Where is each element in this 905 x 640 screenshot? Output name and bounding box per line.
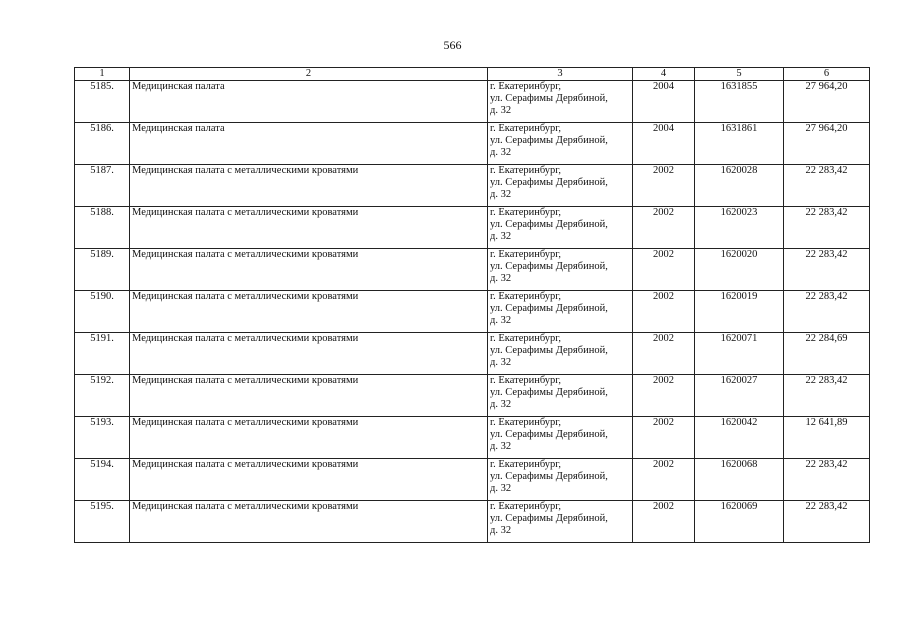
- table-row: [75, 81, 870, 123]
- item-year: 2002: [633, 501, 695, 543]
- item-cost: 22 283,42: [784, 375, 870, 417]
- item-name: Медицинская палата с металлическими кроватями: [130, 333, 488, 375]
- address-city: г. Екатеринбург,: [490, 207, 562, 218]
- address-building: д. 32: [490, 105, 512, 117]
- row-number: 5192.: [75, 375, 130, 417]
- item-name: Медицинская палата с металлическими кроватями: [130, 291, 488, 333]
- item-name: Медицинская палата с металлическими кроватями: [130, 207, 488, 249]
- item-cost: 22 283,42: [784, 249, 870, 291]
- address-street: ул. Серафимы Дерябиной,: [490, 93, 608, 105]
- item-address: [488, 333, 633, 375]
- table-body: [75, 81, 870, 543]
- item-year: 2002: [633, 417, 695, 459]
- item-year: 2002: [633, 459, 695, 501]
- property-registry-table: [74, 67, 870, 543]
- item-year: 2002: [633, 249, 695, 291]
- item-year: 2004: [633, 123, 695, 165]
- address-street: ул. Серафимы Дерябиной,: [490, 387, 608, 399]
- address-building: д. 32: [490, 315, 512, 327]
- table-row: [75, 165, 870, 207]
- address-city: г. Екатеринбург,: [490, 501, 562, 512]
- row-number: 5194.: [75, 459, 130, 501]
- inventory-number: 1620071: [695, 333, 784, 375]
- inventory-number: 1620068: [695, 459, 784, 501]
- address-city: г. Екатеринбург,: [490, 417, 562, 428]
- address-city: г. Екатеринбург,: [490, 459, 562, 470]
- column-header-1: 1: [75, 68, 130, 81]
- item-name: Медицинская палата с металлическими кроватями: [130, 459, 488, 501]
- address-street: ул. Серафимы Дерябиной,: [490, 345, 608, 357]
- inventory-number: 1631855: [695, 81, 784, 123]
- address-city: г. Екатеринбург,: [490, 249, 562, 260]
- item-name: Медицинская палата с металлическими кроватями: [130, 249, 488, 291]
- address-city: г. Екатеринбург,: [490, 333, 562, 344]
- item-year: 2002: [633, 207, 695, 249]
- inventory-number: 1620019: [695, 291, 784, 333]
- item-cost: 22 284,69: [784, 333, 870, 375]
- inventory-number: 1620028: [695, 165, 784, 207]
- item-name: Медицинская палата с металлическими кроватями: [130, 165, 488, 207]
- column-header-3: 3: [488, 68, 633, 81]
- address-city: г. Екатеринбург,: [490, 165, 562, 176]
- address-building: д. 32: [490, 189, 512, 201]
- address-building: д. 32: [490, 231, 512, 243]
- address-street: ул. Серафимы Дерябиной,: [490, 177, 608, 189]
- inventory-number: 1620042: [695, 417, 784, 459]
- item-cost: 22 283,42: [784, 207, 870, 249]
- item-cost: 22 283,42: [784, 501, 870, 543]
- item-cost: 22 283,42: [784, 165, 870, 207]
- item-address: [488, 375, 633, 417]
- row-number: 5186.: [75, 123, 130, 165]
- item-cost: 27 964,20: [784, 81, 870, 123]
- item-address: [488, 123, 633, 165]
- row-number: 5190.: [75, 291, 130, 333]
- item-year: 2002: [633, 165, 695, 207]
- table-row: [75, 459, 870, 501]
- column-header-6: 6: [784, 68, 870, 81]
- address-building: д. 32: [490, 399, 512, 411]
- item-year: 2002: [633, 333, 695, 375]
- row-number: 5191.: [75, 333, 130, 375]
- row-number: 5195.: [75, 501, 130, 543]
- row-number: 5188.: [75, 207, 130, 249]
- item-cost: 27 964,20: [784, 123, 870, 165]
- item-cost: 22 283,42: [784, 459, 870, 501]
- table-row: [75, 291, 870, 333]
- item-address: [488, 417, 633, 459]
- item-cost: 22 283,42: [784, 291, 870, 333]
- address-street: ул. Серафимы Дерябиной,: [490, 471, 608, 483]
- item-address: [488, 165, 633, 207]
- inventory-number: 1620069: [695, 501, 784, 543]
- table-row: [75, 375, 870, 417]
- item-year: 2002: [633, 291, 695, 333]
- address-building: д. 32: [490, 357, 512, 369]
- row-number: 5193.: [75, 417, 130, 459]
- item-year: 2004: [633, 81, 695, 123]
- address-street: ул. Серафимы Дерябиной,: [490, 429, 608, 441]
- address-street: ул. Серафимы Дерябиной,: [490, 261, 608, 273]
- column-header-4: 4: [633, 68, 695, 81]
- item-name: Медицинская палата: [130, 123, 488, 165]
- table-row: [75, 417, 870, 459]
- address-city: г. Екатеринбург,: [490, 123, 562, 134]
- address-city: г. Екатеринбург,: [490, 375, 562, 386]
- address-building: д. 32: [490, 441, 512, 453]
- item-address: [488, 459, 633, 501]
- item-cost: 12 641,89: [784, 417, 870, 459]
- item-year: 2002: [633, 375, 695, 417]
- address-building: д. 32: [490, 147, 512, 159]
- column-header-2: 2: [130, 68, 488, 81]
- item-name: Медицинская палата с металлическими кроватями: [130, 501, 488, 543]
- address-street: ул. Серафимы Дерябиной,: [490, 513, 608, 525]
- table-row: [75, 501, 870, 543]
- table-row: [75, 249, 870, 291]
- address-building: д. 32: [490, 273, 512, 285]
- inventory-number: 1620027: [695, 375, 784, 417]
- address-street: ул. Серафимы Дерябиной,: [490, 135, 608, 147]
- item-address: [488, 207, 633, 249]
- address-street: ул. Серафимы Дерябиной,: [490, 219, 608, 231]
- table-row: [75, 123, 870, 165]
- item-address: [488, 81, 633, 123]
- inventory-number: 1631861: [695, 123, 784, 165]
- row-number: 5185.: [75, 81, 130, 123]
- row-number: 5189.: [75, 249, 130, 291]
- address-city: г. Екатеринбург,: [490, 291, 562, 302]
- address-building: д. 32: [490, 525, 512, 537]
- item-address: [488, 501, 633, 543]
- address-street: ул. Серафимы Дерябиной,: [490, 303, 608, 315]
- inventory-number: 1620023: [695, 207, 784, 249]
- address-city: г. Екатеринбург,: [490, 81, 562, 92]
- column-number-row: [75, 68, 870, 81]
- item-address: [488, 291, 633, 333]
- item-name: Медицинская палата с металлическими кроватями: [130, 417, 488, 459]
- item-name: Медицинская палата с металлическими кроватями: [130, 375, 488, 417]
- column-header-5: 5: [695, 68, 784, 81]
- table-row: [75, 333, 870, 375]
- inventory-number: 1620020: [695, 249, 784, 291]
- row-number: 5187.: [75, 165, 130, 207]
- page-number: 566: [443, 38, 462, 52]
- item-address: [488, 249, 633, 291]
- item-name: Медицинская палата: [130, 81, 488, 123]
- table-row: [75, 207, 870, 249]
- address-building: д. 32: [490, 483, 512, 495]
